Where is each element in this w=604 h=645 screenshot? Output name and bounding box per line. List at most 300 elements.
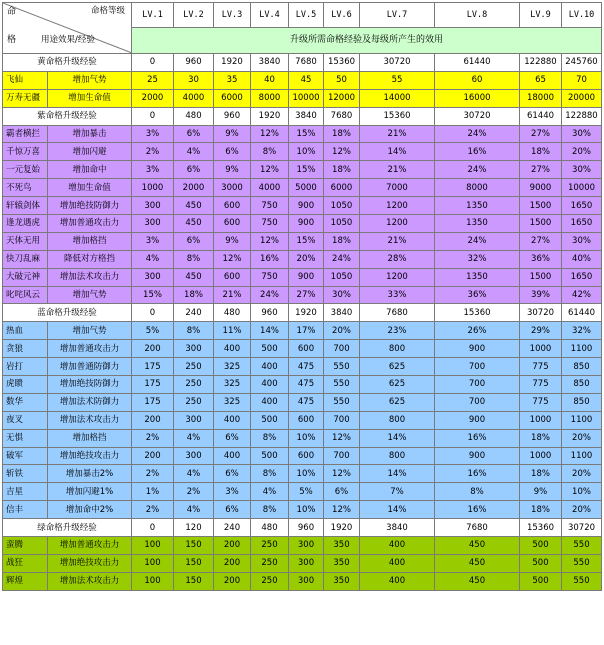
level-value: 200: [132, 411, 174, 429]
exp-value: 122880: [520, 54, 562, 72]
level-value: 23%: [360, 322, 435, 340]
level-value: 475: [289, 376, 324, 394]
fate-effect: 增加闪避: [48, 143, 132, 161]
exp-value: 3840: [251, 54, 289, 72]
level-value: 700: [435, 393, 520, 411]
table-row: [3, 197, 602, 215]
level-value: 18%: [324, 232, 360, 250]
level-value: 1100: [562, 411, 602, 429]
level-value: 30%: [562, 125, 602, 143]
section-exp-row: [3, 107, 602, 125]
level-value: 6%: [174, 161, 214, 179]
fate-name: 蛮腾: [3, 537, 48, 555]
fate-effect: 增加绝技防御力: [48, 197, 132, 215]
level-value: 8%: [251, 501, 289, 519]
level-value: 700: [324, 411, 360, 429]
level-value: 4%: [174, 465, 214, 483]
table-row: [3, 447, 602, 465]
level-value: 36%: [520, 250, 562, 268]
level-value: 3%: [214, 483, 251, 501]
level-value: 24%: [251, 286, 289, 304]
exp-value: 7680: [289, 54, 324, 72]
level-value: 27%: [520, 232, 562, 250]
level-value: 850: [562, 393, 602, 411]
level-value: 2000: [132, 89, 174, 107]
fate-effect: 增加普通攻击力: [48, 537, 132, 555]
fate-effect: 增加格挡: [48, 232, 132, 250]
level-value: 600: [289, 447, 324, 465]
level-value: 2%: [132, 465, 174, 483]
level-header-2: LV.2: [174, 3, 214, 28]
fate-name: 数华: [3, 393, 48, 411]
fate-effect: 增加格挡: [48, 429, 132, 447]
exp-value: 0: [132, 107, 174, 125]
level-value: 21%: [360, 125, 435, 143]
level-value: 4000: [251, 179, 289, 197]
exp-value: 30720: [435, 107, 520, 125]
level-value: 450: [174, 268, 214, 286]
level-value: 15%: [289, 125, 324, 143]
level-value: 1000: [520, 447, 562, 465]
level-value: 60: [435, 71, 520, 89]
level-value: 40: [251, 71, 289, 89]
level-value: 500: [251, 411, 289, 429]
level-value: 8%: [251, 429, 289, 447]
level-value: 775: [520, 393, 562, 411]
level-value: 29%: [520, 322, 562, 340]
table-row: [3, 268, 602, 286]
level-value: 4%: [251, 483, 289, 501]
level-value: 300: [174, 447, 214, 465]
level-value: 32%: [435, 250, 520, 268]
level-value: 400: [360, 572, 435, 590]
table-row: [3, 393, 602, 411]
level-header-9: LV.9: [520, 3, 562, 28]
level-value: 24%: [435, 125, 520, 143]
level-value: 30: [174, 71, 214, 89]
exp-value: 3840: [360, 519, 435, 537]
level-value: 9000: [520, 179, 562, 197]
level-value: 16000: [435, 89, 520, 107]
table-row: [3, 161, 602, 179]
level-value: 3%: [132, 125, 174, 143]
level-value: 6000: [324, 179, 360, 197]
exp-value: 15360: [324, 54, 360, 72]
fate-effect: 增加法术攻击力: [48, 572, 132, 590]
exp-value: 960: [289, 519, 324, 537]
exp-value: 480: [174, 107, 214, 125]
level-value: 250: [174, 393, 214, 411]
level-value: 450: [174, 215, 214, 233]
level-value: 20000: [562, 89, 602, 107]
fate-name: 斩铁: [3, 465, 48, 483]
level-value: 600: [214, 215, 251, 233]
fate-effect: 增加暴击: [48, 125, 132, 143]
table-row: [3, 215, 602, 233]
level-value: 1100: [562, 340, 602, 358]
fate-effect: 增加法术攻击力: [48, 411, 132, 429]
level-value: 200: [214, 572, 251, 590]
level-value: 1350: [435, 215, 520, 233]
level-header-8: LV.8: [435, 3, 520, 28]
level-value: 1000: [520, 411, 562, 429]
level-value: 200: [214, 537, 251, 555]
level-value: 325: [214, 358, 251, 376]
level-value: 100: [132, 554, 174, 572]
fate-name: 飞仙: [3, 71, 48, 89]
level-value: 4000: [174, 89, 214, 107]
level-value: 8000: [435, 179, 520, 197]
exp-value: 61440: [435, 54, 520, 72]
level-value: 30%: [562, 161, 602, 179]
section-exp-row: [3, 519, 602, 537]
level-value: 1650: [562, 215, 602, 233]
section-title: 蓝命格升级经验: [3, 304, 132, 322]
level-value: 600: [289, 340, 324, 358]
exp-value: 1920: [251, 107, 289, 125]
fate-name: 千惊万喜: [3, 143, 48, 161]
fate-name: 霸者横拦: [3, 125, 48, 143]
fate-name: 吉星: [3, 483, 48, 501]
level-value: 2%: [132, 429, 174, 447]
fate-effect: 增加气势: [48, 322, 132, 340]
level-value: 26%: [435, 322, 520, 340]
level-value: 475: [289, 358, 324, 376]
level-value: 15%: [289, 161, 324, 179]
level-value: 550: [324, 393, 360, 411]
table-row: [3, 89, 602, 107]
level-value: 10000: [289, 89, 324, 107]
level-value: 27%: [520, 125, 562, 143]
level-value: 12000: [324, 89, 360, 107]
level-value: 1200: [360, 268, 435, 286]
level-value: 350: [324, 572, 360, 590]
level-value: 24%: [435, 232, 520, 250]
level-value: 175: [132, 393, 174, 411]
fate-effect: 增加绝技防御力: [48, 376, 132, 394]
level-value: 550: [562, 572, 602, 590]
level-value: 625: [360, 358, 435, 376]
level-value: 12%: [324, 501, 360, 519]
exp-value: 0: [132, 304, 174, 322]
level-value: 350: [324, 554, 360, 572]
exp-value: 0: [132, 54, 174, 72]
exp-value: 1920: [324, 519, 360, 537]
level-value: 750: [251, 268, 289, 286]
level-value: 21%: [214, 286, 251, 304]
table-row: [3, 501, 602, 519]
level-value: 475: [289, 393, 324, 411]
fate-effect: 增加气势: [48, 71, 132, 89]
section-exp-row: [3, 54, 602, 72]
level-value: 450: [435, 554, 520, 572]
level-value: 1100: [562, 447, 602, 465]
fate-effect: 增加气势: [48, 286, 132, 304]
level-value: 12%: [214, 250, 251, 268]
header-note: 升级所需命格经验及每级所产生的效用: [132, 28, 602, 54]
exp-value: 30720: [520, 304, 562, 322]
level-value: 10%: [289, 465, 324, 483]
fate-name: 贪狼: [3, 340, 48, 358]
fate-effect: 增加闪避1%: [48, 483, 132, 501]
level-value: 450: [435, 537, 520, 555]
level-value: 500: [251, 447, 289, 465]
level-value: 3%: [132, 232, 174, 250]
level-value: 400: [214, 411, 251, 429]
level-value: 2%: [132, 501, 174, 519]
exp-value: 30720: [562, 519, 602, 537]
level-value: 900: [289, 197, 324, 215]
level-value: 20%: [324, 322, 360, 340]
level-value: 1500: [520, 268, 562, 286]
header-ge-char: 格: [7, 35, 17, 45]
level-header-4: LV.4: [251, 3, 289, 28]
level-value: 11%: [214, 322, 251, 340]
level-value: 32%: [562, 322, 602, 340]
level-value: 5%: [132, 322, 174, 340]
level-value: 2%: [174, 483, 214, 501]
level-value: 10%: [562, 483, 602, 501]
header-ming-char: 命: [7, 7, 17, 17]
exp-value: 30720: [360, 54, 435, 72]
level-value: 500: [520, 572, 562, 590]
level-value: 175: [132, 358, 174, 376]
level-value: 21%: [360, 161, 435, 179]
level-value: 400: [360, 537, 435, 555]
level-value: 1350: [435, 268, 520, 286]
table-row: [3, 376, 602, 394]
level-header-10: LV.10: [562, 3, 602, 28]
level-value: 10%: [289, 429, 324, 447]
header-corner-cell: [3, 3, 132, 54]
level-value: 500: [251, 340, 289, 358]
level-value: 500: [520, 537, 562, 555]
level-value: 8%: [251, 465, 289, 483]
level-value: 200: [132, 340, 174, 358]
level-value: 30%: [562, 232, 602, 250]
level-value: 16%: [435, 429, 520, 447]
level-value: 12%: [251, 125, 289, 143]
level-value: 18%: [520, 501, 562, 519]
level-value: 27%: [520, 161, 562, 179]
table-row: [3, 125, 602, 143]
level-value: 900: [435, 447, 520, 465]
exp-value: 1920: [214, 54, 251, 72]
table-row: [3, 483, 602, 501]
fate-effect: 增加命中2%: [48, 501, 132, 519]
header-use-label: 用途效果/经验: [41, 35, 95, 45]
fate-name: 快刀乱麻: [3, 250, 48, 268]
level-value: 700: [435, 358, 520, 376]
level-value: 5%: [289, 483, 324, 501]
level-value: 1000: [520, 340, 562, 358]
fate-name: 热血: [3, 322, 48, 340]
level-value: 1000: [132, 179, 174, 197]
level-value: 1650: [562, 268, 602, 286]
section-exp-row: [3, 304, 602, 322]
exp-value: 960: [251, 304, 289, 322]
level-value: 14%: [251, 322, 289, 340]
level-value: 700: [324, 447, 360, 465]
level-value: 775: [520, 358, 562, 376]
level-value: 250: [251, 572, 289, 590]
level-value: 800: [360, 340, 435, 358]
level-value: 625: [360, 376, 435, 394]
fate-effect: 增加生命值: [48, 89, 132, 107]
exp-value: 15360: [360, 107, 435, 125]
level-value: 14%: [360, 465, 435, 483]
fate-name: 辉煌: [3, 572, 48, 590]
level-value: 16%: [435, 501, 520, 519]
level-value: 1350: [435, 197, 520, 215]
level-value: 12%: [251, 161, 289, 179]
exp-value: 960: [174, 54, 214, 72]
table-row: [3, 232, 602, 250]
level-value: 6%: [214, 143, 251, 161]
level-header-6: LV.6: [324, 3, 360, 28]
fate-effect: 增加生命值: [48, 179, 132, 197]
level-value: 16%: [251, 250, 289, 268]
level-value: 100: [132, 572, 174, 590]
level-value: 28%: [360, 250, 435, 268]
level-value: 16%: [435, 465, 520, 483]
level-value: 325: [214, 376, 251, 394]
level-value: 800: [360, 447, 435, 465]
fate-name: 万寿无疆: [3, 89, 48, 107]
exp-value: 245760: [562, 54, 602, 72]
level-value: 550: [324, 358, 360, 376]
level-value: 250: [251, 554, 289, 572]
level-value: 900: [289, 215, 324, 233]
level-value: 6%: [324, 483, 360, 501]
level-value: 300: [289, 554, 324, 572]
level-value: 18%: [520, 429, 562, 447]
fate-effect: 降低对方格挡: [48, 250, 132, 268]
level-value: 300: [289, 537, 324, 555]
level-value: 300: [132, 215, 174, 233]
level-value: 400: [251, 376, 289, 394]
level-value: 600: [214, 268, 251, 286]
level-value: 24%: [324, 250, 360, 268]
level-value: 6%: [214, 429, 251, 447]
level-header-1: LV.1: [132, 3, 174, 28]
level-value: 14000: [360, 89, 435, 107]
fate-name: 无惧: [3, 429, 48, 447]
exp-value: 120: [174, 519, 214, 537]
table-row: [3, 340, 602, 358]
exp-value: 480: [214, 304, 251, 322]
level-value: 8%: [251, 143, 289, 161]
level-value: 250: [174, 376, 214, 394]
level-value: 20%: [562, 465, 602, 483]
level-value: 900: [435, 340, 520, 358]
exp-value: 61440: [520, 107, 562, 125]
level-value: 1200: [360, 197, 435, 215]
fate-name: 大破元神: [3, 268, 48, 286]
level-value: 400: [251, 393, 289, 411]
section-title: 紫命格升级经验: [3, 107, 132, 125]
level-value: 25: [132, 71, 174, 89]
table-row: [3, 358, 602, 376]
level-value: 150: [174, 537, 214, 555]
fate-name: 天体无用: [3, 232, 48, 250]
level-value: 10000: [562, 179, 602, 197]
level-value: 300: [174, 340, 214, 358]
fate-name: 夜叉: [3, 411, 48, 429]
level-value: 17%: [289, 322, 324, 340]
level-value: 9%: [214, 125, 251, 143]
level-value: 9%: [520, 483, 562, 501]
level-value: 750: [251, 215, 289, 233]
exp-value: 480: [251, 519, 289, 537]
table-row: [3, 429, 602, 447]
level-value: 775: [520, 376, 562, 394]
level-value: 14%: [360, 501, 435, 519]
level-value: 3%: [132, 161, 174, 179]
level-value: 2000: [174, 179, 214, 197]
level-value: 36%: [435, 286, 520, 304]
level-value: 550: [562, 537, 602, 555]
level-value: 450: [435, 572, 520, 590]
exp-value: 61440: [562, 304, 602, 322]
exp-value: 1920: [289, 304, 324, 322]
level-value: 1500: [520, 215, 562, 233]
level-value: 175: [132, 376, 174, 394]
exp-value: 240: [174, 304, 214, 322]
table-row: [3, 537, 602, 555]
level-value: 400: [360, 554, 435, 572]
level-value: 45: [289, 71, 324, 89]
level-value: 12%: [251, 232, 289, 250]
level-value: 300: [289, 572, 324, 590]
level-value: 33%: [360, 286, 435, 304]
exp-value: 15360: [520, 519, 562, 537]
fate-name: 逢龙遇虎: [3, 215, 48, 233]
level-header-3: LV.3: [214, 3, 251, 28]
level-value: 8%: [174, 250, 214, 268]
level-value: 900: [289, 268, 324, 286]
table-row: [3, 411, 602, 429]
fate-name: 叱咤风云: [3, 286, 48, 304]
fate-effect: 增加普通防御力: [48, 358, 132, 376]
exp-value: 0: [132, 519, 174, 537]
level-value: 200: [132, 447, 174, 465]
level-value: 6%: [214, 465, 251, 483]
level-value: 9%: [214, 161, 251, 179]
fate-name: 虎瞆: [3, 376, 48, 394]
level-value: 1650: [562, 197, 602, 215]
level-value: 18000: [520, 89, 562, 107]
level-value: 2%: [132, 143, 174, 161]
level-value: 350: [324, 537, 360, 555]
level-value: 7000: [360, 179, 435, 197]
table-row: [3, 465, 602, 483]
level-value: 12%: [324, 143, 360, 161]
level-value: 18%: [174, 286, 214, 304]
fate-name: 岩打: [3, 358, 48, 376]
level-value: 4%: [174, 143, 214, 161]
level-value: 40%: [562, 250, 602, 268]
section-title: 黄命格升级经验: [3, 54, 132, 72]
level-value: 300: [174, 411, 214, 429]
level-value: 70: [562, 71, 602, 89]
level-value: 550: [562, 554, 602, 572]
level-value: 300: [132, 197, 174, 215]
fate-name: 战狂: [3, 554, 48, 572]
level-value: 35: [214, 71, 251, 89]
table-row: [3, 179, 602, 197]
level-value: 8%: [435, 483, 520, 501]
